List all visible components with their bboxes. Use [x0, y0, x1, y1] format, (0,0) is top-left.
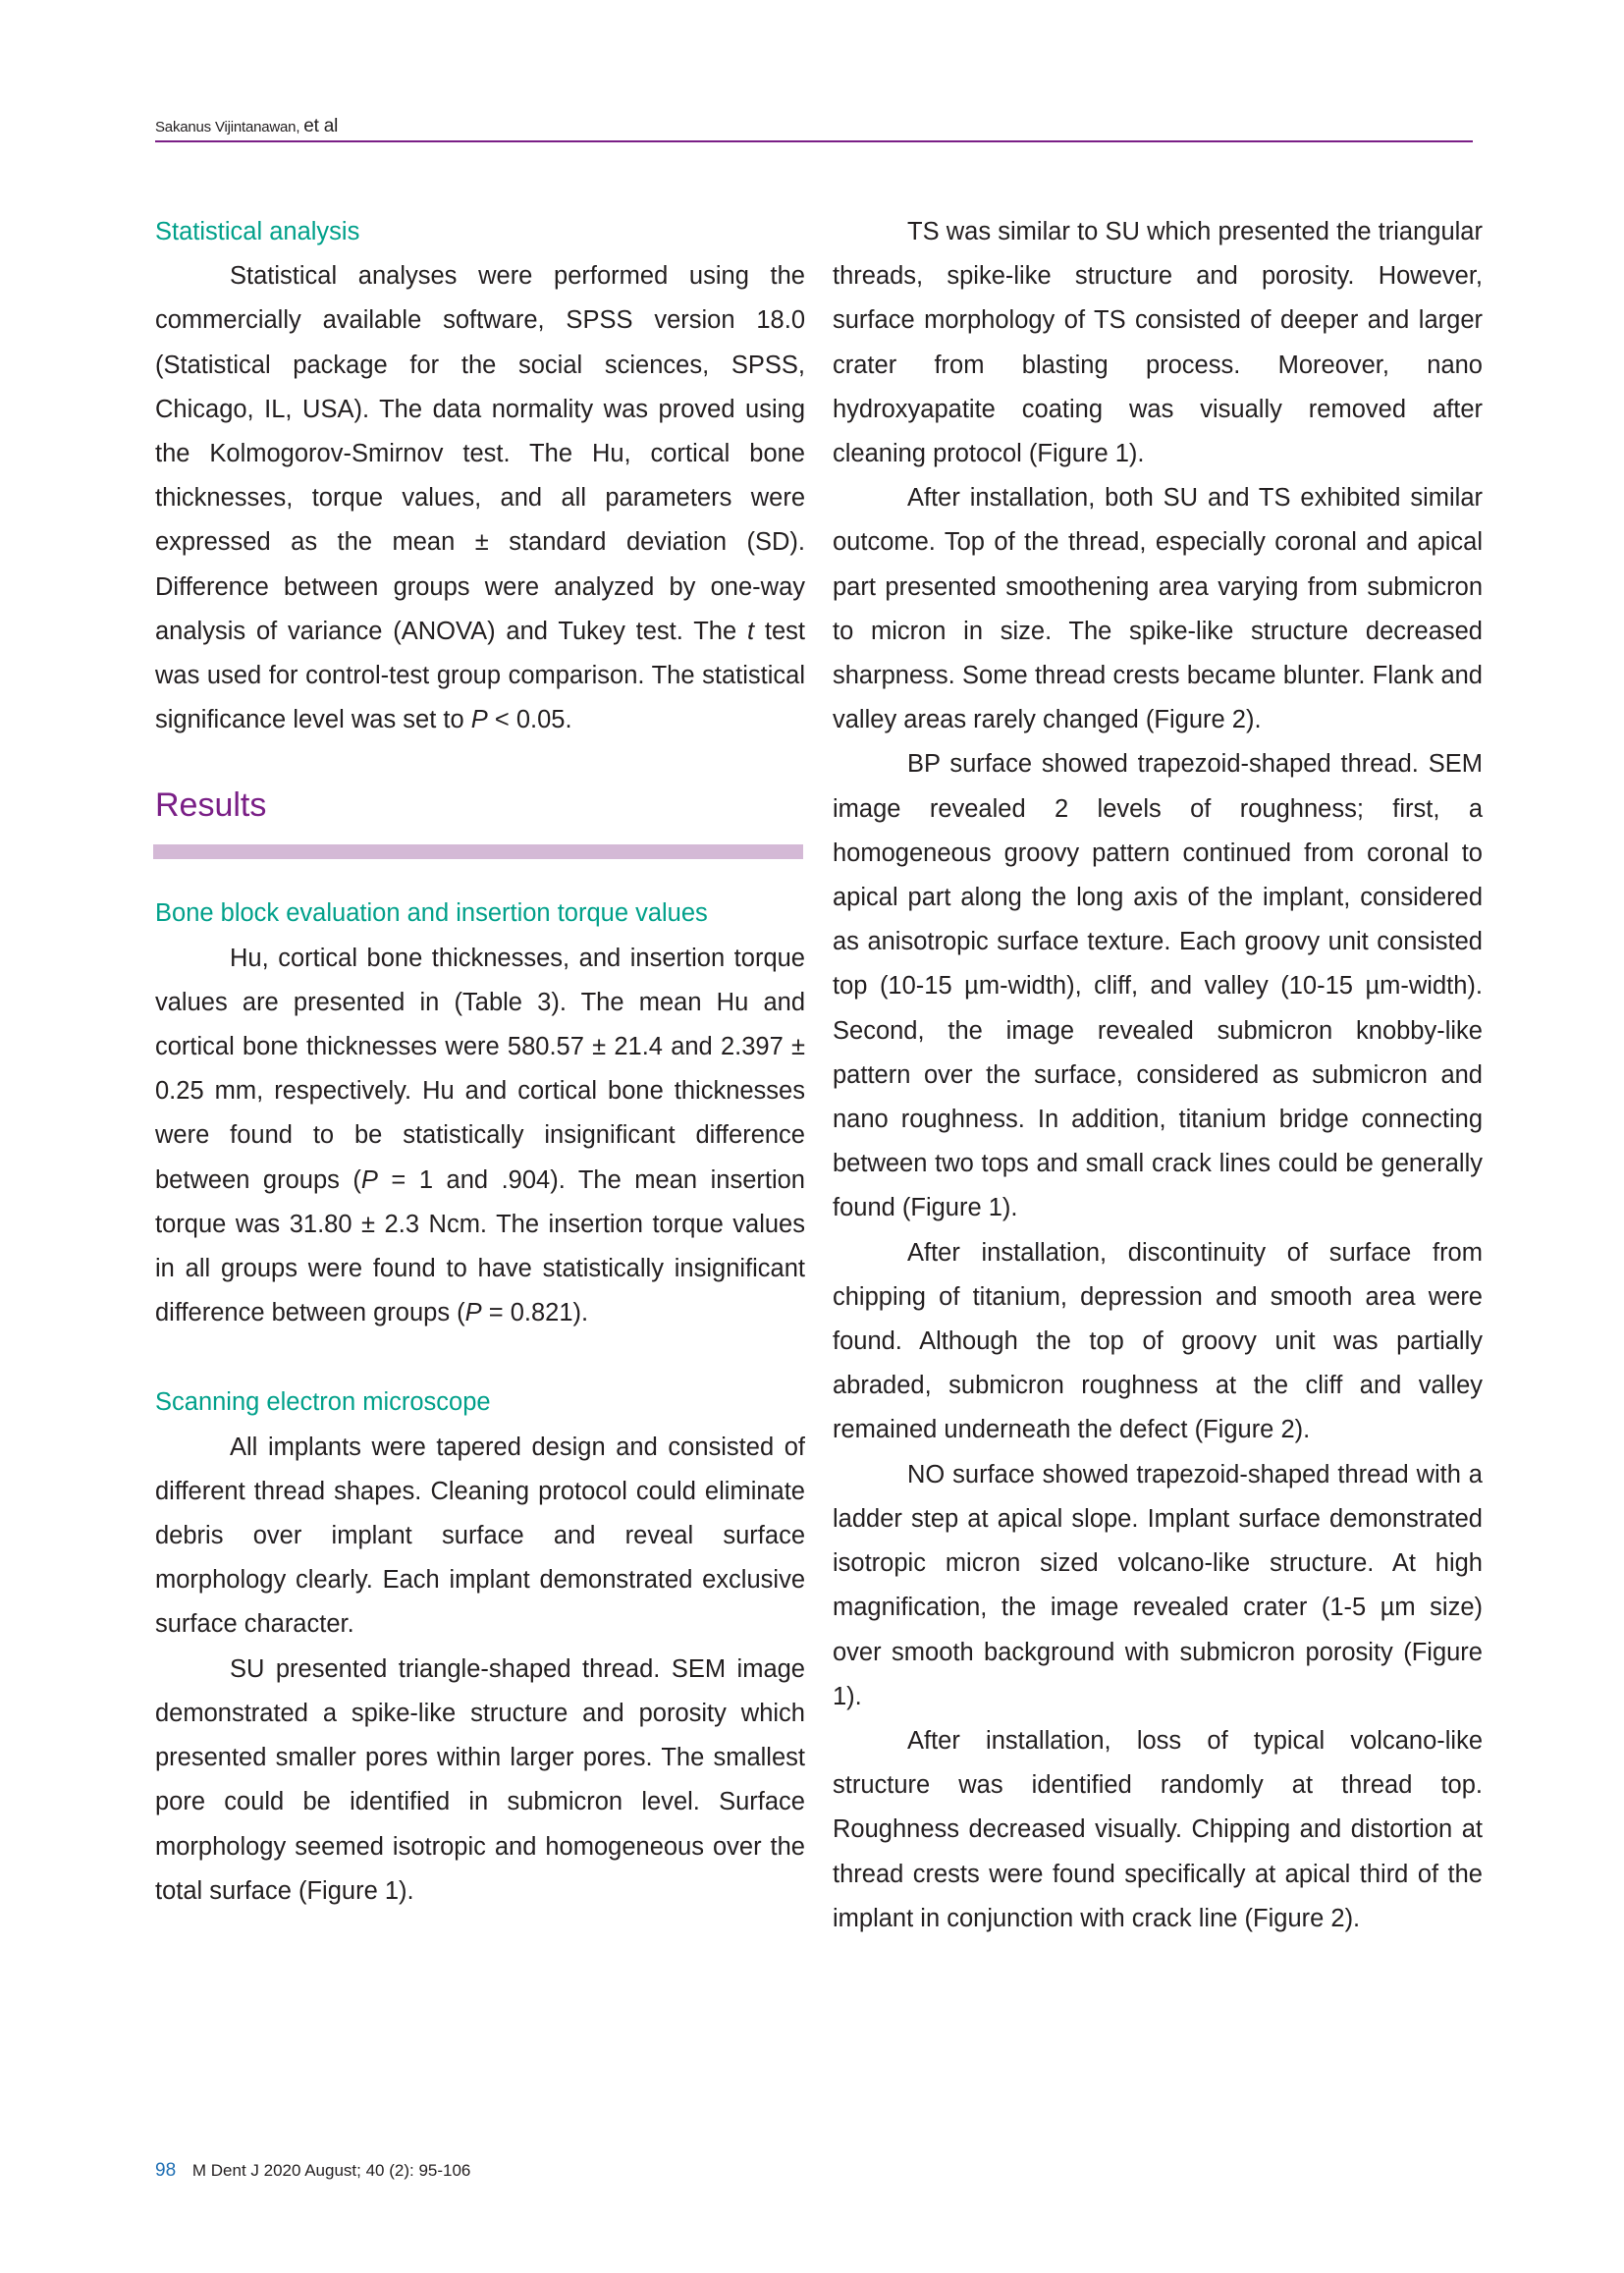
- running-head: [155, 116, 338, 137]
- journal-citation: M Dent J 2020 August; 40 (2): 95-106: [191, 2161, 471, 2180]
- paragraph-bone-block: [155, 937, 805, 1336]
- section-divider-bar: [153, 844, 803, 859]
- heading-statistical-analysis: Statistical analysis: [155, 218, 360, 245]
- heading-sem: Scanning electron microscope: [155, 1388, 491, 1417]
- running-head-authors: Sakanus Vijintanawan,: [155, 119, 300, 135]
- header-rule: [155, 140, 1473, 142]
- paragraph-bp: BP surface showed trapezoid-shaped thread. SEM image revealed 2 levels of roughness; first, a homogeneous groovy pattern continued from coronal to apical part along the long axis of the implant, considered as anisotropic surface texture. Each groovy unit consisted top (10-15 µm-width), cliff, and valley (10-15 µm-width). Second, the image revealed submicron knobby-like pattern over the surface, considered as submicron and nano roughness. In addition, titanium bridge connecting between two tops and small crack lines could be generally found (Figure 1).: [833, 750, 1483, 1222]
- italic-p: P: [470, 706, 488, 734]
- paragraph-text: The: [693, 617, 747, 645]
- paragraph-text: test was used for control-test group comparison. The statistical significance level was set to: [155, 617, 806, 734]
- right-column: [833, 210, 1483, 1941]
- paragraph-su-ts-after: After installation, both SU and TS exhibited similar outcome. Top of the thread, especially coronal and apical part presented smoothening area varying from submicron to micron in size. The spike-like structure decreased sharpness. Some thread crests became blunter. Flank and valley areas rarely changed (Figure 2).: [833, 484, 1483, 734]
- paragraph-no-after: After installation, loss of typical volcano-like structure was identified randomly at thread top. Roughness decreased visually. Chipping and distortion at thread crests were found specifically at apical third of the implant in conjunction with crack line (Figure 2).: [833, 1726, 1483, 1932]
- left-column: [155, 210, 805, 1914]
- paragraph-sem-1: All implants were tapered design and consisted of different thread shapes. Cleaning protocol could eliminate debris over implant surface and reveal surface morphology clearly. Each implant demonstrated exclusive surface character.: [155, 1433, 805, 1639]
- paragraph-bp-after: After installation, discontinuity of surface from chipping of titanium, depression and smooth area were found. Although the top of groovy unit was partially abraded, submicron roughness at the cliff and valley remained underneath the defect (Figure 2).: [833, 1238, 1483, 1444]
- paragraph-ts: TS was similar to SU which presented the triangular threads, spike-like structure and porosity. However, surface morphology of TS consisted of deeper and larger crater from blasting process. Moreover, nano hydroxyapatite coating was visually removed after cleaning protocol (Figure 1).: [833, 218, 1483, 468]
- page-number: 98: [155, 2160, 177, 2181]
- paragraph-sem-2: SU presented triangle-shaped thread. SEM image demonstrated a spike-like structure and porosity which presented smaller pores within larger pores. The smallest pore could be identified in submicron level. Surface morphology seemed isotropic and homogeneous over the total surface (Figure 1).: [155, 1654, 805, 1905]
- section-title-results: Results: [155, 786, 267, 825]
- italic-p: P: [464, 1299, 482, 1327]
- italic-t: t: [746, 617, 755, 645]
- paragraph-text: = 0.821).: [481, 1299, 589, 1327]
- italic-p: P: [360, 1165, 378, 1194]
- running-head-etal: et al: [303, 116, 339, 136]
- paragraph-text: < 0.05.: [487, 706, 572, 734]
- heading-bone-block: Bone block evaluation and insertion torque values: [155, 899, 708, 928]
- page-footer: [155, 2160, 470, 2182]
- paragraph-text: Hu, cortical bone thicknesses, and insertion torque values are presented in (Table 3). The mean Hu and cortical bone thicknesses were 580.57 ± 21.4 and 2.397 ± 0.25 mm, respectively. Hu and cortical bone thicknesses were found to be statistically insignificant difference between groups (: [155, 944, 805, 1194]
- paragraph-statistical-analysis: [155, 254, 805, 742]
- paragraph-text: = 1 and .904). The mean insertion torque was 31.80 ± 2.3 Ncm. The insertion torque values in all groups were found to have statistically insignificant difference between groups (: [155, 1165, 805, 1327]
- paragraph-text: Statistical analyses were performed using the commercially available software, SPSS version 18.0 (Statistical package for the social sciences, SPSS, Chicago, IL, USA). The data normality was proved using the Kolmogorov-Smirnov test. The Hu, cortical bone thicknesses, torque values, and all parameters were expressed as the mean ± standard deviation (SD). Difference between groups were analyzed by one-way analysis of variance (ANOVA) and Tukey test.: [155, 262, 805, 645]
- paragraph-no: NO surface showed trapezoid-shaped thread with a ladder step at apical slope. Implant surface demonstrated isotropic micron sized volcano-like structure. At high magnification, the image revealed crater (1-5 µm size) over smooth background with submicron porosity (Figure 1).: [833, 1460, 1483, 1710]
